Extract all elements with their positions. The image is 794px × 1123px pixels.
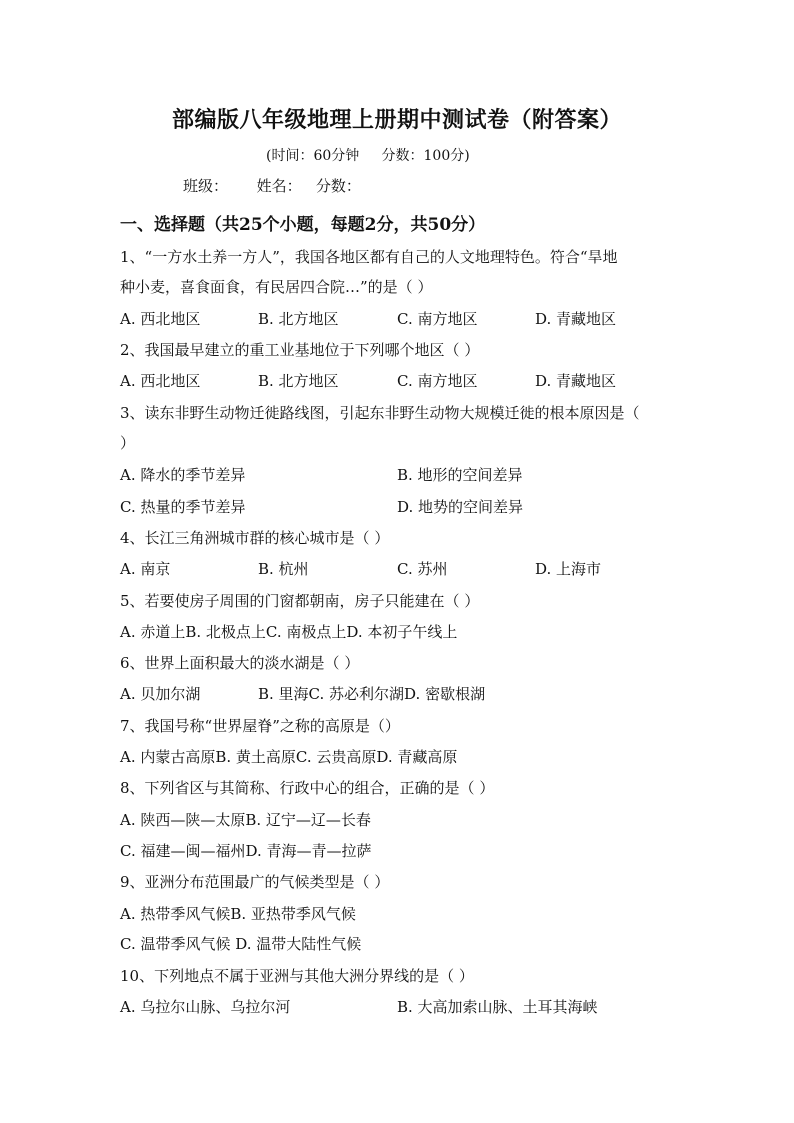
question-3-line-2: ） bbox=[120, 434, 136, 452]
question-6-option-a: A. 贝加尔湖 bbox=[120, 685, 201, 703]
question-7-options: A. 内蒙古高原B. 黄土高原C. 云贵高原D. 青藏高原 bbox=[120, 748, 458, 766]
page-title: 部编版八年级地理上册期中测试卷（附答案） bbox=[171, 107, 622, 133]
question-5-line-1: 5、若要使房子周围的门窗都朝南，房子只能建在（ ） bbox=[120, 592, 480, 610]
question-9-options-2: C. 温带季风气候 D. 温带大陆性气候 bbox=[120, 935, 362, 953]
question-3-option-b: B. 地形的空间差异 bbox=[397, 466, 523, 484]
question-8-line-1: 8、下列省区与其简称、行政中心的组合，正确的是（ ） bbox=[120, 779, 495, 797]
question-7-line-1: 7、我国号称“世界屋脊”之称的高原是（） bbox=[120, 717, 400, 735]
student-info-line: 班级： 姓名： 分数： bbox=[183, 177, 361, 195]
question-10-option-b: B. 大高加索山脉、土耳其海峡 bbox=[397, 998, 598, 1016]
question-8-options-1: A. 陕西—陕—太原B. 辽宁—辽—长春 bbox=[120, 811, 371, 829]
question-2-line-1: 2、我国最早建立的重工业基地位于下列哪个地区（ ） bbox=[120, 341, 480, 359]
question-2-option-a: A. 西北地区 bbox=[120, 372, 201, 390]
question-1-option-c: C. 南方地区 bbox=[397, 310, 478, 328]
question-4-option-d: D. 上海市 bbox=[535, 560, 602, 578]
question-4-option-a: A. 南京 bbox=[120, 560, 171, 578]
question-1-option-a: A. 西北地区 bbox=[120, 310, 201, 328]
question-10-option-a: A. 乌拉尔山脉、乌拉尔河 bbox=[120, 998, 291, 1016]
section-heading: 一、选择题（共25个小题，每题2分，共50分） bbox=[120, 215, 486, 235]
question-10-line-1: 10、下列地点不属于亚洲与其他大洲分界线的是（ ） bbox=[120, 967, 474, 985]
question-1-option-b: B. 北方地区 bbox=[258, 310, 339, 328]
question-1-option-d: D. 青藏地区 bbox=[535, 310, 617, 328]
question-3-option-c: C. 热量的季节差异 bbox=[120, 498, 246, 516]
question-1-line-2: 种小麦，喜食面食，有民居四合院…”的是（ ） bbox=[120, 278, 433, 296]
question-3-option-d: D. 地势的空间差异 bbox=[397, 498, 524, 516]
time-score-info: (时间：60分钟 分数：100分) bbox=[266, 148, 470, 164]
question-9-line-1: 9、亚洲分布范围最广的气候类型是（ ） bbox=[120, 873, 390, 891]
question-5-options: A. 赤道上B. 北极点上C. 南极点上D. 本初子午线上 bbox=[120, 623, 458, 641]
question-4-option-b: B. 杭州 bbox=[258, 560, 309, 578]
question-2-option-c: C. 南方地区 bbox=[397, 372, 478, 390]
question-6-line-1: 6、世界上面积最大的淡水湖是（ ） bbox=[120, 654, 360, 672]
question-2-option-d: D. 青藏地区 bbox=[535, 372, 617, 390]
question-1-line-1: 1、“一方水土养一方人”，我国各地区都有自己的人文地理特色。符合“旱地 bbox=[120, 248, 618, 266]
question-2-option-b: B. 北方地区 bbox=[258, 372, 339, 390]
question-4-option-c: C. 苏州 bbox=[397, 560, 448, 578]
question-8-options-2: C. 福建—闽—福州D. 青海—青—拉萨 bbox=[120, 842, 372, 860]
question-3-option-a: A. 降水的季节差异 bbox=[120, 466, 246, 484]
question-4-line-1: 4、长江三角洲城市群的核心城市是（ ） bbox=[120, 529, 390, 547]
question-6-options-rest: B. 里海C. 苏必利尔湖D. 密歇根湖 bbox=[258, 685, 486, 703]
question-3-line-1: 3、读东非野生动物迁徙路线图，引起东非野生动物大规模迁徙的根本原因是（ bbox=[120, 404, 640, 422]
question-9-options-1: A. 热带季风气候B. 亚热带季风气候 bbox=[120, 905, 356, 923]
